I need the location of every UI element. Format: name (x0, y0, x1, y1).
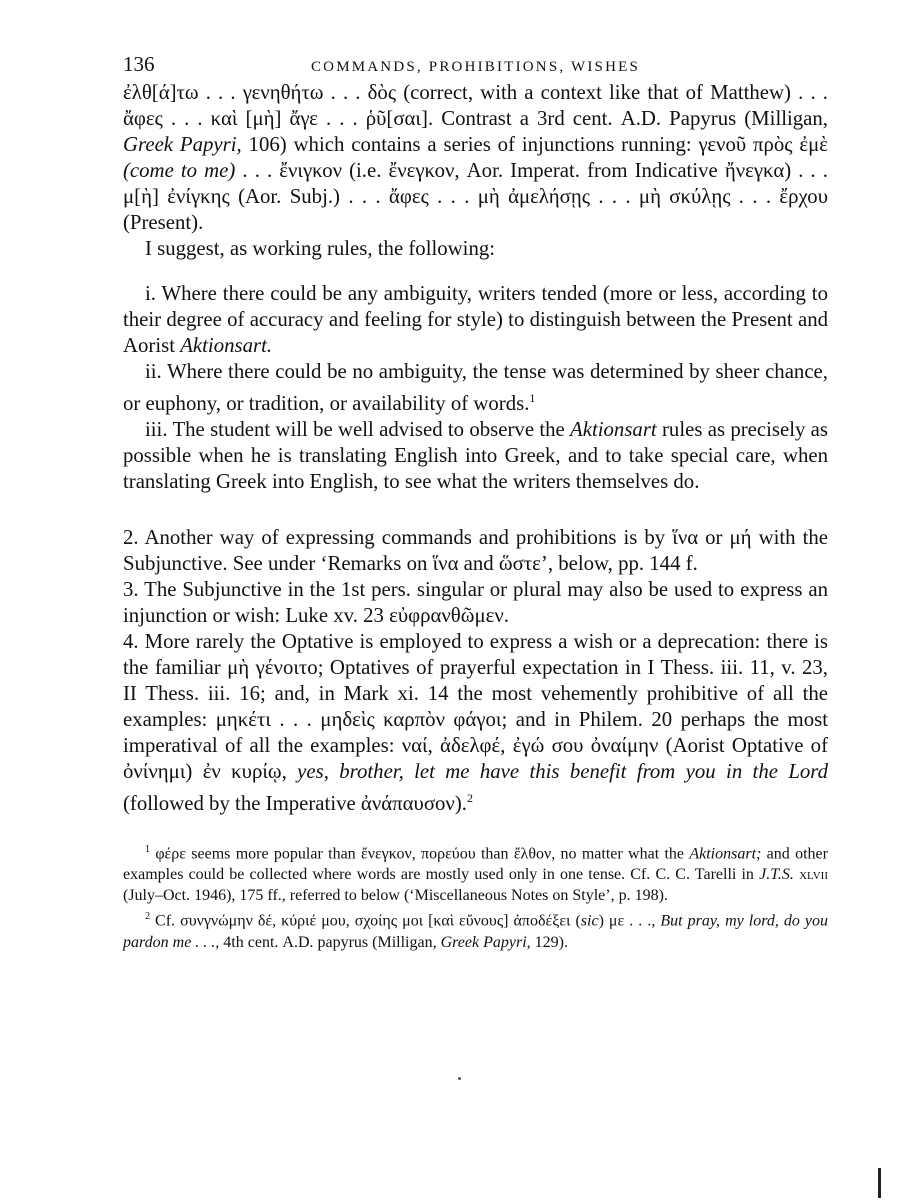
section-4-text-2: (followed by the Imperative ἀνάπαυσον). (123, 791, 467, 815)
footnote-1-text-3: (July–Oct. 1946), 175 ff., referred to below (‘Miscellaneous Notes on Style’, p. 198). (123, 887, 668, 905)
book-page (123, 52, 828, 953)
footnote-2-text-1: Cf. συνγνώμην δέ, κύριέ μου, σχοίης μοι [καὶ εὔνους] ἀποδέξει ( (150, 912, 581, 930)
footnotes (123, 839, 828, 953)
section-4-italic: yes, brother, let me have this benefit from you in the Lord (297, 759, 828, 783)
rule-i (123, 281, 828, 359)
journal-volume: xlvii (799, 866, 828, 884)
rule-ii (123, 359, 828, 417)
page-number: 136 (123, 52, 155, 76)
footnote-ref-1: 1 (529, 391, 536, 405)
footnote-mark-2: 2 (145, 911, 150, 923)
sic-italic: sic (580, 912, 599, 930)
era-abbrev: A.D. (620, 107, 662, 130)
body-text (123, 80, 828, 817)
footnote-2-text-4: papyrus (Milligan, (313, 933, 441, 951)
rule-iii-text-1: iii. The student will be well advised to observe the (145, 417, 571, 441)
footnote-1 (123, 839, 828, 906)
footnote-2-book-title: Greek Papyri, (440, 933, 531, 951)
footnote-2-italic: But pray, my lord, do you pardon me . . ., (123, 912, 829, 951)
section-4-text-1: 4. More rarely the Optative is employed to express a wish or a deprecation: there is the familiar μὴ γένοιτο; Optatives of prayerful expectation in I Thess. iii. 11, v. 23, II Thess. iii. 16; and, in Mark xi. 14 the most vehemently prohibitive of all the examples: μηκέτι . . . μηδεὶς καρπὸν φάγοι; and in Philem. 20 perhaps the most imperatival of all the examples: ναί, ἀδελφέ, ἐγώ σου ὀναίμην (Aorist Optative of ὀνίνημι) ἐν κυρίῳ, (123, 629, 828, 783)
journal-title: J.T.S. (759, 866, 794, 884)
gloss-italic: (come to me) (123, 159, 236, 182)
footnote-2-era: A.D. (282, 933, 314, 951)
intro-text-3: 106) which contains a series of injunctions running: γενοῦ πρὸς ἐμὲ (241, 133, 828, 156)
intro-paragraph (123, 80, 828, 236)
page-header (123, 52, 828, 80)
running-head: COMMANDS, PROHIBITIONS, WISHES (310, 59, 641, 75)
rule-i-italic: Aktionsart. (180, 334, 273, 357)
footnote-2-text-5: 129). (530, 933, 568, 951)
footnote-2-text-2: ) με . . ., (598, 912, 661, 930)
intro-text-2: Papyrus (Milligan, (661, 107, 828, 130)
intro-text-1: ἐλθ[ά]τω . . . γενηθήτω . . . δὸς (correct, with a context like that of Matthew) . . . ἄφες . . . καὶ [μὴ] ἄγε . . . ῥῦ[σαι]. Contrast a 3rd cent. (123, 81, 828, 130)
intro-text-4: . . . ἔνιγκον (i.e. ἔνεγκον, Aor. Imperat. from Indicative ἤνεγκα) . . . μ[ὴ] ἐνίγκης (Aor. Subj.) . . . ἄφες . . . μὴ ἀμελήσῃς . . . μὴ σκύλῃς . . . ἔρχου (Present). (123, 159, 828, 234)
working-rules-lead: I suggest, as working rules, the following: (145, 237, 496, 260)
book-title: Greek Papyri, (123, 133, 242, 156)
footnote-2-text-3: 4th cent. (219, 933, 283, 951)
rule-iii-italic: Aktionsart (570, 417, 657, 441)
footnote-1-text-2: and other examples could be collected where words are mostly used only in one tense. Cf. C. C. Tarelli in (123, 845, 828, 884)
footnote-2 (123, 906, 828, 952)
rule-i-text: i. Where there could be any ambiguity, writers tended (more or less, according to their degree of accuracy and feeling for style) to distinguish between the Present and Aorist (123, 282, 828, 357)
footnote-ref-2: 2 (466, 790, 473, 805)
rule-iii (123, 417, 828, 495)
rule-ii-text: ii. Where there could be no ambiguity, the tense was determined by sheer chance, or euphony, or tradition, or availability of words. (123, 360, 828, 415)
section-3: 3. The Subjunctive in the 1st pers. singular or plural may also be used to express an injunction or wish: Luke xv. 23 εὐφρανθῶμεν. (123, 577, 828, 627)
scan-edge-mark (878, 1168, 881, 1198)
section-2: 2. Another way of expressing commands and prohibitions is by ἵνα or μή with the Subjunctive. See under ‘Remarks on ἵνα and ὥστε’, below, pp. 144 f. (123, 525, 828, 575)
scan-dot (458, 1077, 461, 1080)
footnote-mark-1: 1 (145, 843, 150, 855)
footnote-1-text-1: φέρε seems more popular than ἔνεγκον, πορεύου than ἔλθον, no matter what the (150, 845, 690, 863)
footnote-1-italic: Aktionsart; (689, 845, 762, 863)
section-4 (123, 629, 828, 817)
rule-iii-text-2: rules as precisely as possible when he is translating English into Greek, and to take special care, when translating Greek into English, to see what the writers themselves do. (123, 417, 828, 493)
